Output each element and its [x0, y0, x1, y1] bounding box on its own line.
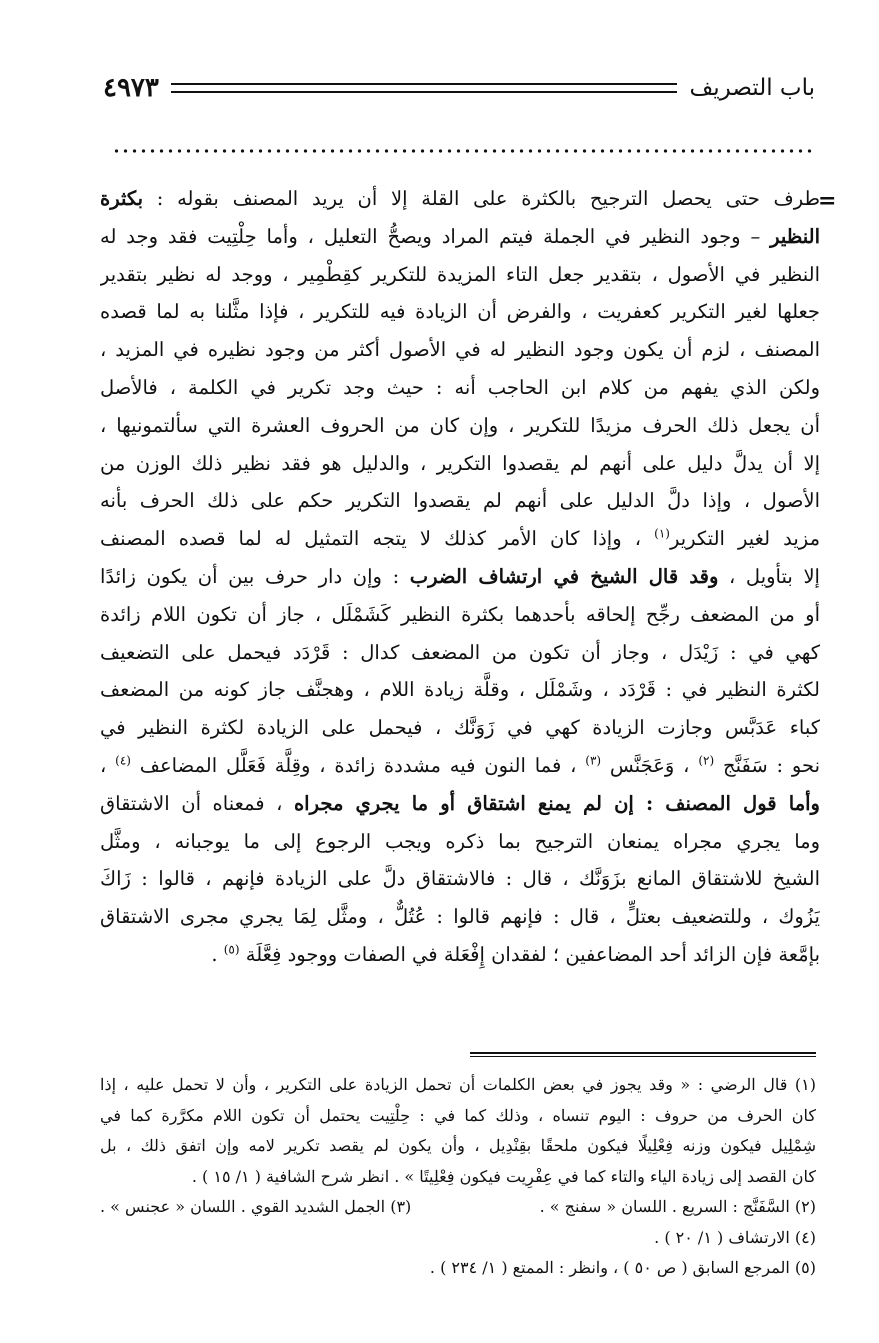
text-line: كهي في : زَيْدَل ، وجاز أن تكون من المضعف كدال : قَرْدَد فيحمل على التضعيف: [100, 640, 820, 664]
footnote-ref: (٥): [223, 942, 240, 957]
footnote-5: (٥) المرجع السابق ( ص ٥٠ ) ، وانظر : الممتع ( ١/ ٢٣٤ ) .: [429, 1258, 816, 1277]
footnote-ref: (٣): [585, 753, 602, 768]
footnotes: [100, 1070, 816, 1284]
header-double-rule: [171, 83, 678, 93]
text-line: الشيخ للاشتقاق المانع بزَوَنَّك ، قال : فالاشتقاق دلَّ على الزيادة فإنهم ، قالوا : زَاكَ: [100, 867, 820, 891]
running-header: [103, 68, 815, 108]
chapter-title: باب التصريف: [689, 75, 815, 101]
footnote-ref: (١): [654, 526, 670, 541]
continuation-mark: =: [818, 188, 837, 214]
text-line: كباء عَدَبَّس وجازت الزيادة كهي في زَوَنَّك ، فيحمل على الزيادة لكثرة النظير في: [100, 716, 820, 740]
footnote-4: (٤) الارتشاف ( ١/ ٢٠ ) .: [654, 1227, 816, 1247]
text-line: إلا بتأويل ، وقد قال الشيخ في ارتشاف الضرب : وإن دار حرف بين أن يكون زائدًا: [100, 564, 820, 588]
text-line: نحو : سَفَنَّج $^{(٢)}$ ، وَعَجَنَّس $^{(٣)}$ ، فما النون فيه مشددة زائدة ، وقِلَّة فَعَلَّل المضاعف $^{(٤)}$ ،: [100, 753, 820, 777]
footnote-separator: [470, 1052, 816, 1057]
dotted-separator: [112, 148, 816, 154]
text-line: إلا أن يدلَّ دليل على أنهم لم يقصدوا التكرير ، والدليل هو فقد نظير ذلك الوزن من: [100, 451, 820, 475]
text-line: لكثرة النظير في : قَرْدَد ، وشَمْلَل ، وقلَّة زيادة اللام ، وهجنَّف جاز كونه من المضعف: [100, 678, 820, 702]
text-line: يَزُوك ، وللتضعيف بعتلٍّ ، قال : فإنهم قالوا : عُتُلٌّ ، ومثَّل لِمَا يجري مجرى الاشتقاق: [100, 905, 820, 929]
text-line: ولكن الذي يفهم من كلام ابن الحاجب أنه : حيث وجد تكرير في الكلمة ، فالأصل: [100, 375, 820, 399]
footnote-1-line: شِمْلِيل فيكون وزنه فِعْلِيلًا فيكون ملحقًا بقِنْدِيل ، وأن يكون لم يقصد تكرير لامه وإن اتفق ذلك ، بل: [100, 1136, 816, 1155]
text-line: النظير في الأصول ، بتقدير جعل التاء المزيدة للتكرير كقِطْمِير ، ووجد له نظير بتقدير: [100, 262, 820, 286]
text-line: النظير – وجود النظير في الجملة فيتم المراد ويصحُّ التعليل ، وأما حِلْتِيت فقد وجد له: [100, 224, 820, 248]
main-text: [100, 180, 820, 974]
text-line: الأصول ، وإذا دلَّ الدليل على أنهم لم يقصدوا التكرير حكم على ذلك الحرف بأنه: [100, 489, 820, 513]
text-line: طرف حتى يحصل الترجيح بالكثرة على القلة إلا أن يريد المصنف بقوله : بكثرة: [100, 187, 820, 210]
text-line: أو من المضعف رجِّح إلحاقه بأحدهما بكثرة النظير كَشَمْلَل ، جاز أن تكون اللام زائدة: [100, 602, 820, 626]
text-line: بإمَّعة فإن الزائد أحد المضاعفين ؛ لفقدان إِفْعَلة في الصفات ووجود فِعَّلَة $^{(٥)}$ .: [211, 942, 820, 966]
footnote-2: (٢) السَّفَنَّج : السريع . اللسان « سفنج » .: [539, 1197, 816, 1216]
footnote-1-line: (١) قال الرضي : « وقد يجوز في بعض الكلمات أن تحمل الزيادة على التكرير ، وأن لا تحمل عليه ، إذا: [100, 1075, 816, 1094]
page-number: ٤٩٧٣: [103, 73, 159, 103]
text-line: وأما قول المصنف : إن لم يمنع اشتقاق أو ما يجري مجراه ، فمعناه أن الاشتقاق: [100, 791, 820, 815]
text-line: المصنف ، لزم أن يكون وجود النظير له في الأصول أكثر من وجود نظيره في المزيد ،: [100, 338, 820, 362]
footnote-1-line: كان الحرف من حروف : اليوم تنساه ، وذلك كما في : حِلْتِيت يحتمل أن تكون اللام مكرَّرة كما في: [100, 1105, 816, 1125]
footnote-1-line: كان القصد إلى زيادة الياء والتاء كما في عِفْرِيت فيكون فِعْلِيتًا » . انظر شرح الشافية ( ١/ ١٥ ) .: [191, 1166, 816, 1186]
text-line: وما يجري مجراه يمنعان الترجيح بما ذكره ويجب الرجوع إلى ما يوجبانه ، ومثَّل: [100, 829, 820, 853]
text-line: أن يجعل ذلك الحرف مزيدًا للتكرير ، وإن كان من الحروف العشرة التي سألتمونيها ،: [100, 413, 820, 437]
footnotes-2-3: [100, 1192, 816, 1223]
text-line: جعلها لغير التكرير كعفريت ، والفرض أن الزيادة فيه للتكرير ، فإذا مثَّلنا به لما قصده: [100, 300, 820, 324]
footnote-ref: (٤): [115, 753, 131, 768]
text-line: مزيد لغير التكرير$^{(١)}$ ، وإذا كان الأمر كذلك لا يتجه التمثيل له لما قصده المصنف: [100, 526, 820, 551]
footnote-ref: (٢): [698, 753, 715, 768]
footnote-3: (٣) الجمل الشديد القوي . اللسان « عجنس » .: [100, 1197, 412, 1216]
